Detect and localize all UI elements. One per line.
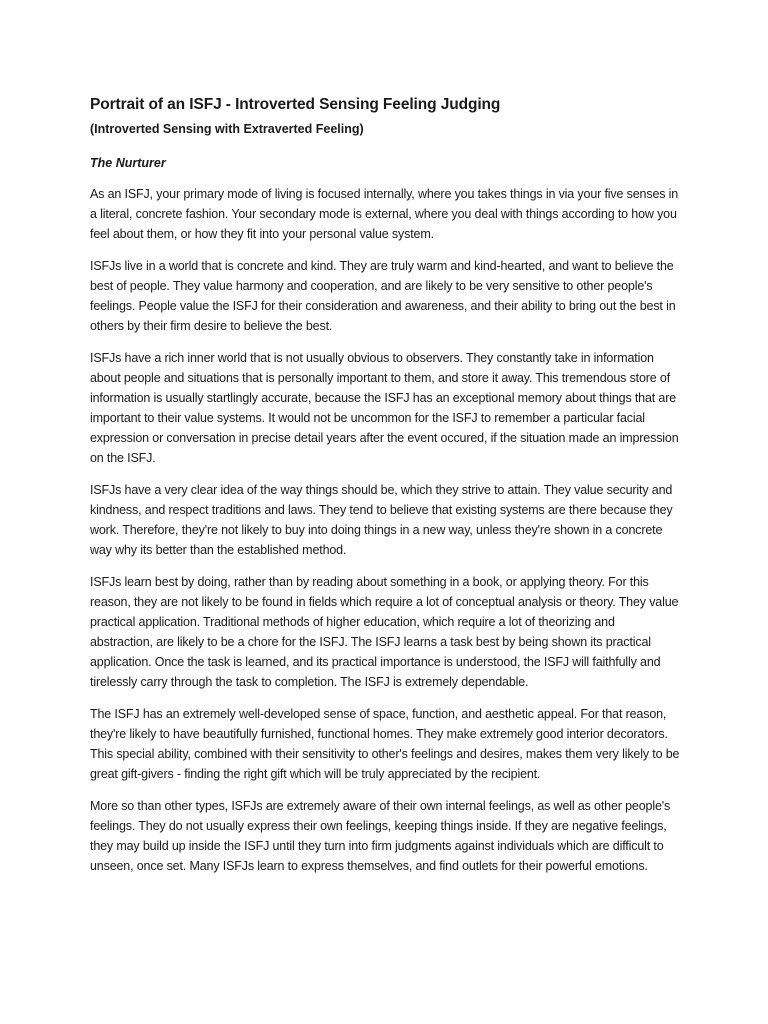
paragraph: As an ISFJ, your primary mode of living is focused internally, where you takes things in via your five senses in a literal, concrete fashion. Your secondary mode is external, where you deal with things according to how you feel about them, or how they fit into your personal value system.	[90, 187, 679, 241]
document-title: Portrait of an ISFJ - Introverted Sensing Feeling Judging	[90, 96, 501, 113]
paragraph: More so than other types, ISFJs are extremely aware of their own internal feelings, as well as other people's feelings. They do not usually express their own feelings, keeping things inside. If they are negative feelings, they may build up inside the ISFJ until they turn into firm judgments against individuals which are difficult to unseen, once set. Many ISFJs learn to express themselves, and find outlets for their powerful emotions.	[90, 799, 671, 873]
paragraph: The ISFJ has an extremely well-developed sense of space, function, and aesthetic appeal. For that reason, they're likely to have beautifully furnished, functional homes. They make extremely good interior decorators. This special ability, combined with their sensitivity to other's feelings and desires, makes them very likely to be great gift-givers - finding the right gift which will be truly appreciated by the recipient.	[90, 707, 680, 781]
paragraph: ISFJs have a rich inner world that is not usually obvious to observers. They constantly take in information about people and situations that is personally important to them, and store it away. This tremendous store of information is usually startlingly accurate, because the ISFJ has an exceptional memory about things that are important to their value systems. It would not be uncommon for the ISFJ to remember a particular facial expression or conversation in precise detail years after the event occured, if the situation made an impression on the ISFJ.	[90, 351, 679, 465]
document-subtitle: (Introverted Sensing with Extraverted Feeling)	[90, 122, 364, 136]
paragraph: ISFJs have a very clear idea of the way things should be, which they strive to attain. They value security and kindness, and respect traditions and laws. They tend to believe that existing systems are there because they work. Therefore, they're not likely to buy into doing things in a new way, unless they're shown in a concrete way why its better than the established method.	[90, 483, 673, 557]
paragraph: ISFJs learn best by doing, rather than by reading about something in a book, or applying theory. For this reason, they are not likely to be found in fields which require a lot of conceptual analysis or theory. They value practical application. Traditional methods of higher education, which require a lot of theorizing and abstraction, are likely to be a chore for the ISFJ. The ISFJ learns a task best by being shown its practical application. Once the task is learned, and its practical importance is understood, the ISFJ will faithfully and tirelessly carry through the task to completion. The ISFJ is extremely dependable.	[90, 575, 679, 689]
section-heading: The Nurturer	[90, 156, 166, 170]
document-page	[90, 94, 680, 876]
paragraph: ISFJs live in a world that is concrete and kind. They are truly warm and kind-hearted, and want to believe the best of people. They value harmony and cooperation, and are likely to be very sensitive to other people's feelings. People value the ISFJ for their consideration and awareness, and their ability to bring out the best in others by their firm desire to believe the best.	[90, 259, 676, 333]
